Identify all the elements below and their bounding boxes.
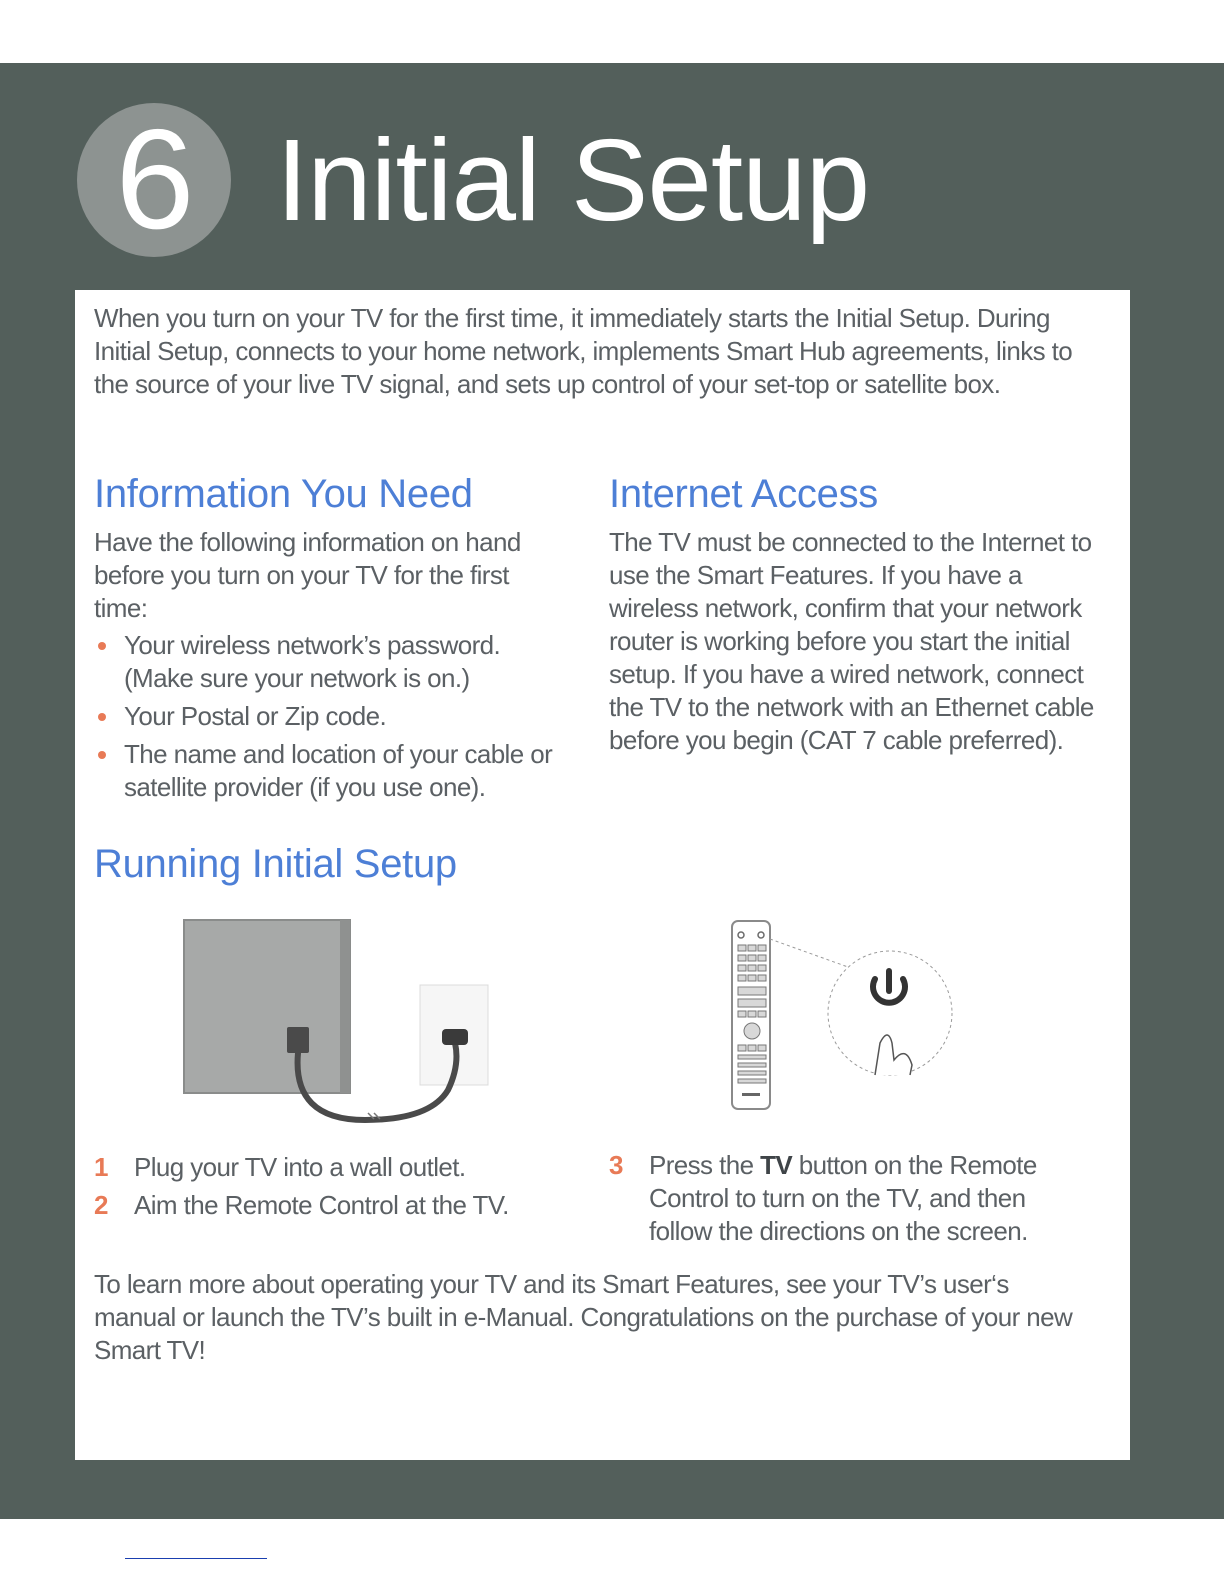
list-item: Your Postal or Zip code. bbox=[94, 700, 564, 733]
tv-back-panel bbox=[184, 920, 350, 1093]
running-heading: Running Initial Setup bbox=[94, 842, 457, 886]
bullet-dot bbox=[98, 642, 106, 650]
footer-rule bbox=[125, 1558, 267, 1559]
remote-power-button-illustration bbox=[720, 915, 970, 1115]
internet-heading: Internet Access bbox=[609, 472, 878, 516]
internet-body: The TV must be connected to the Internet to use the Smart Features. If you have a wireless network, confirm that your network router is working before you start the initial setup. If you have a wired network, connect the TV to the network with an Ethernet cable before you begin (CAT 7 cable preferred). bbox=[609, 527, 1094, 755]
tv-power-cord-illustration bbox=[180, 915, 500, 1135]
tv-side-edge bbox=[340, 920, 350, 1093]
page-title: Initial Setup bbox=[276, 115, 870, 245]
zoom-line bbox=[770, 939, 848, 967]
remote-brand-mark bbox=[742, 1093, 760, 1096]
step-1: 1 Plug your TV into a wall outlet. bbox=[94, 1152, 466, 1182]
closing-paragraph: To learn more about operating your TV and its Smart Features, see your TV’s user‘s manual or launch the TV’s built in e-Manual. Congratulations on the purchase of your new Smart TV! bbox=[94, 1269, 1073, 1365]
pointing-hand-icon bbox=[875, 1035, 912, 1075]
bullet-dot bbox=[98, 751, 106, 759]
step-number-badge: 6 bbox=[77, 103, 231, 257]
info-bullet-list bbox=[94, 629, 564, 809]
intro-paragraph: When you turn on your TV for the first time, it immediately starts the Initial Setup. During Initial Setup, connects to your home network, implements Smart Hub agreements, links to the source of your live TV signal, and sets up control of your set-top or satellite box. bbox=[94, 303, 1073, 399]
wall-plug bbox=[442, 1029, 468, 1045]
list-item: The name and location of your cable or satellite provider (if you use one). bbox=[94, 738, 564, 804]
step-2: 2 Aim the Remote Control at the TV. bbox=[94, 1190, 509, 1220]
info-lead: Have the following information on hand before you turn on your TV for the first time: bbox=[94, 527, 521, 623]
list-item: Your wireless network’s password. (Make sure your network is on.) bbox=[94, 629, 564, 695]
info-heading: Information You Need bbox=[94, 472, 473, 516]
tv-power-plug bbox=[287, 1027, 309, 1053]
step-3: 3 Press the TV button on the Remote Control to turn on the TV, and then follow the directions on the screen. bbox=[609, 1150, 1037, 1246]
bullet-dot bbox=[98, 713, 106, 721]
